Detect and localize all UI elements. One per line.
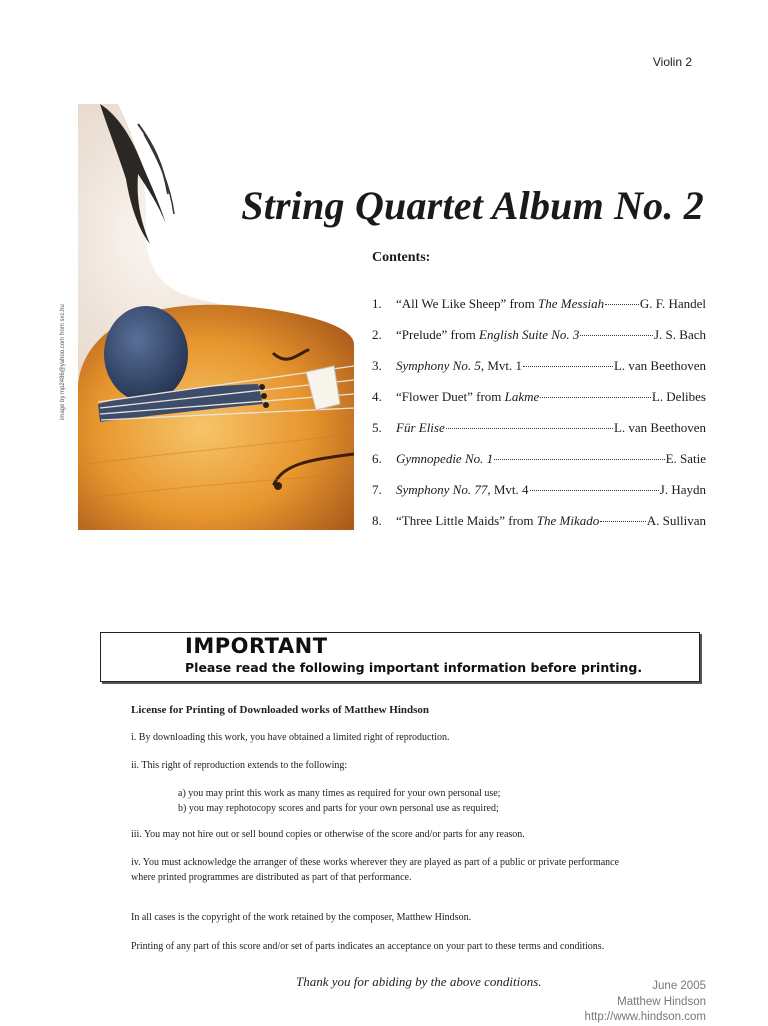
- dot-leader: [605, 304, 639, 305]
- contents-item: [372, 420, 706, 451]
- item-piece: “Three Little Maids” from The Mikado: [396, 513, 600, 528]
- license-clause-2: ii. This right of reproduction extends to the following:: [131, 760, 348, 771]
- license-clause-2b: b) you may rephotocopy scores and parts for your own personal use as required;: [178, 803, 499, 814]
- important-subtitle: Please read the following important information before printing.: [185, 660, 643, 675]
- item-composer: E. Satie: [665, 451, 706, 466]
- contents-item: [372, 358, 706, 389]
- footer-url[interactable]: http://www.hindson.com: [584, 1011, 706, 1023]
- item-number: 4.: [372, 389, 382, 404]
- license-heading: License for Printing of Downloaded works of Matthew Hindson: [131, 704, 430, 716]
- dot-leader: [580, 335, 653, 336]
- item-piece: Symphony No. 5, Mvt. 1: [396, 358, 523, 373]
- item-composer: A. Sullivan: [646, 513, 706, 528]
- license-clause-4-line-2: where printed programmes are distributed as part of that performance.: [131, 872, 412, 883]
- item-number: 8.: [372, 513, 382, 528]
- item-number: 3.: [372, 358, 382, 373]
- item-composer: L. van Beethoven: [613, 358, 706, 373]
- item-number: 1.: [372, 296, 382, 311]
- copyright-notice: In all cases is the copyright of the work retained by the composer, Matthew Hindson.: [131, 912, 472, 923]
- item-piece: “All We Like Sheep” from The Messiah: [396, 296, 605, 311]
- part-label: Violin 2: [652, 55, 692, 69]
- item-piece: Für Elise: [396, 420, 445, 435]
- item-piece: Symphony No. 77, Mvt. 4: [396, 482, 529, 497]
- footer: [585, 979, 706, 1026]
- license-clause-3: iii. You may not hire out or sell bound copies or otherwise of the score and/or parts for any reason.: [131, 829, 525, 840]
- item-composer: J. Haydn: [659, 482, 706, 497]
- license-clause-2a: a) you may print this work as many times as required for your own personal use;: [178, 788, 501, 799]
- item-number: 2.: [372, 327, 382, 342]
- item-number: 7.: [372, 482, 382, 497]
- footer-date: June 2005: [652, 980, 706, 992]
- contents-item: [372, 513, 706, 544]
- dot-leader: [530, 490, 659, 491]
- contents-list: [372, 296, 706, 544]
- contents-item: [372, 389, 706, 420]
- item-piece: Gymnopedie No. 1: [396, 451, 494, 466]
- photo-credit: image by mp2486@yahoo.com from sxc.hu: [60, 304, 66, 420]
- important-title: IMPORTANT: [185, 634, 328, 658]
- contents-heading: Contents:: [372, 250, 431, 265]
- item-composer: J. S. Bach: [654, 327, 706, 342]
- item-number: 5.: [372, 420, 382, 435]
- license-clause-1: i. By downloading this work, you have obtained a limited right of reproduction.: [131, 732, 450, 743]
- important-notice: [100, 632, 700, 682]
- dot-leader: [600, 521, 646, 522]
- item-piece: “Prelude” from English Suite No. 3: [396, 327, 580, 342]
- contents-item: [372, 451, 706, 482]
- dot-leader: [494, 459, 664, 460]
- item-composer: G. F. Handel: [639, 296, 706, 311]
- footer-author: Matthew Hindson: [617, 995, 706, 1008]
- dot-leader: [523, 366, 613, 367]
- album-title: String Quartet Album No. 2: [241, 183, 704, 228]
- item-number: 6.: [372, 451, 382, 466]
- contents-item: [372, 327, 706, 358]
- item-piece: “Flower Duet” from Lakme: [396, 389, 540, 404]
- license-clause-4-line-1: iv. You must acknowledge the arranger of these works wherever they are played as part of a public or private performance: [131, 857, 620, 868]
- thank-you-note: Thank you for abiding by the above conditions.: [296, 974, 542, 989]
- acceptance-notice: Printing of any part of this score and/or set of parts indicates an acceptance on your part to these terms and conditions.: [131, 941, 605, 952]
- contents-item: [372, 296, 706, 327]
- item-composer: L. Delibes: [651, 389, 706, 404]
- contents-item: [372, 482, 706, 513]
- dot-leader: [540, 397, 651, 398]
- item-composer: L. van Beethoven: [613, 420, 706, 435]
- violin-photo: [78, 104, 354, 530]
- dot-leader: [446, 428, 613, 429]
